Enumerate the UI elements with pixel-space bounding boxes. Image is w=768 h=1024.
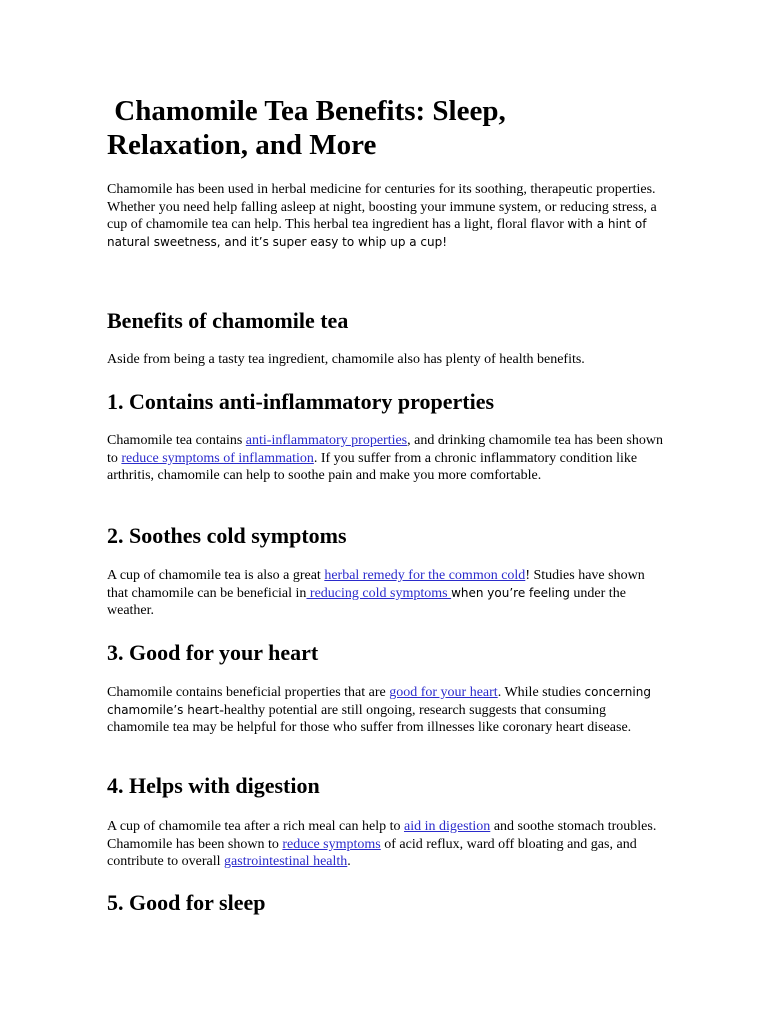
link-anti-inflammatory-properties[interactable]: anti-inflammatory properties <box>245 433 408 448</box>
section-heading-5: 5. Good for sleep <box>107 890 266 915</box>
section-paragraph-1: Chamomile tea contains anti-inflammatory properties, and drinking chamomile tea has been shown to reduce symptoms of inflammation. If you suffer from a chronic inflammatory condition like arthritis, chamomile can help to soothe pain and make you more comfortable. <box>107 433 663 484</box>
section-heading-4: 4. Helps with digestion <box>107 773 320 798</box>
link-reducing-cold-symptoms[interactable]: reducing cold symptoms <box>306 585 452 601</box>
article-title: Chamomile Tea Benefits: Sleep, Relaxation, and More <box>107 95 506 161</box>
section-paragraph-3: Chamomile contains beneficial properties that are good for your heart. While studies concerning chamomile’s heart-healthy potential are still ongoing, research suggests that consuming chamomile tea may be helpful for those who suffer from illnesses like coronary heart disease. <box>107 685 651 736</box>
link-aid-in-digestion[interactable]: aid in digestion <box>403 819 491 834</box>
section-heading-1: 1. Contains anti-inflammatory properties <box>107 389 495 414</box>
benefits-heading: Benefits of chamomile tea <box>107 308 349 333</box>
section-paragraph-4: A cup of chamomile tea after a rich meal can help to aid in digestion and soothe stomach troubles. Chamomile has been shown to reduce symptoms of acid reflux, ward off bloating and gas, and contribute to overall gastrointestinal health. <box>107 819 657 870</box>
link-reduce-symptoms[interactable]: reduce symptoms <box>282 836 381 852</box>
section-heading-3: 3. Good for your heart <box>107 640 319 665</box>
link-herbal-remedy-common-cold[interactable]: herbal remedy for the common cold <box>324 568 526 583</box>
intro-paragraph: Chamomile has been used in herbal medicine for centuries for its soothing, therapeutic properties. Whether you need help falling asleep at night, boosting your immune system, or reducing stress, a cup of chamomile tea can help. This herbal tea ingredient has a light, floral flavor with a hint of natural sweetness, and it’s super easy to whip up a cup! <box>107 182 657 250</box>
section-heading-2: 2. Soothes cold symptoms <box>107 523 347 548</box>
link-good-for-your-heart[interactable]: good for your heart <box>389 685 498 700</box>
section-paragraph-2: A cup of chamomile tea is also a great herbal remedy for the common cold! Studies have shown that chamomile can be beneficial in reducing cold symptoms when you’re feeling under the weather. <box>107 568 645 619</box>
link-reduce-symptoms-of-inflammation[interactable]: reduce symptoms of inflammation <box>121 450 314 466</box>
benefits-intro: Aside from being a tasty tea ingredient, chamomile also has plenty of health benefits. <box>107 352 585 367</box>
intro-tail-text: with a hint of natural sweetness, and it’s super easy to whip up a cup! <box>107 217 647 250</box>
link-gastrointestinal-health[interactable]: gastrointestinal health <box>224 854 348 870</box>
